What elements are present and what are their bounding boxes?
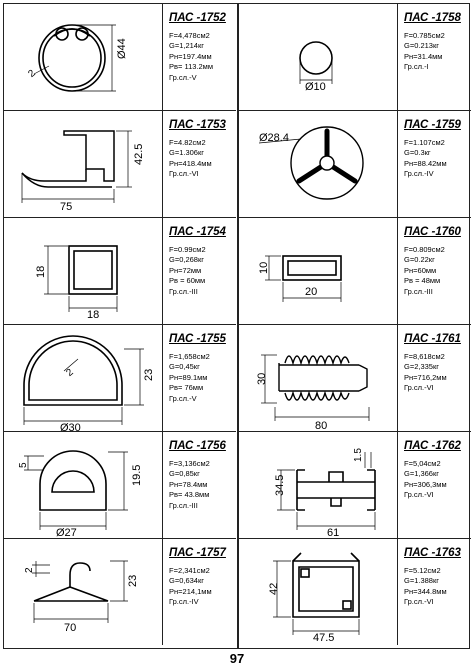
prop-area: F=4,478см2 xyxy=(169,31,210,40)
prop-perimeter-outer: Рн=31.4мм xyxy=(404,51,443,61)
profile-drawing-1755 xyxy=(4,325,159,431)
prop-perimeter-inner: Рв = 60мм xyxy=(169,276,206,286)
prop-area: F=3,136см2 xyxy=(169,459,210,468)
prop-perimeter-outer: Рн=89.1мм xyxy=(169,372,208,382)
profile-card-1753 xyxy=(4,111,236,218)
dim-text: Ø28.4 xyxy=(259,132,289,144)
profile-card-1761 xyxy=(239,325,471,432)
prop-perimeter-outer: Рн=60мм xyxy=(404,265,437,275)
dim-text: Ø27 xyxy=(56,527,77,538)
prop-complexity-group: Гр.сл.-I xyxy=(404,62,429,72)
profile-card-1762 xyxy=(239,432,471,539)
profile-card-1752 xyxy=(4,4,236,111)
profile-code: ПАС -1762 xyxy=(404,440,461,452)
prop-complexity-group: Гр.сл.-VI xyxy=(404,383,434,393)
profile-card-1763 xyxy=(239,539,471,646)
dim-text: 18 xyxy=(35,265,47,278)
profile-code: ПАС -1758 xyxy=(404,12,461,24)
profile-code: ПАС -1752 xyxy=(169,12,226,24)
spec-box xyxy=(397,111,472,217)
dim-text: 80 xyxy=(315,420,328,431)
prop-complexity-group: Гр.сл.-III xyxy=(404,286,433,296)
profile-drawing-1752 xyxy=(4,4,159,110)
profile-drawing-1757 xyxy=(4,539,159,645)
profile-code: ПАС -1755 xyxy=(169,333,226,345)
spec-box xyxy=(162,218,237,324)
prop-area: F=5,04см2 xyxy=(404,459,441,468)
prop-area: F=1,658см2 xyxy=(169,352,210,361)
profile-drawing-1758 xyxy=(239,4,394,110)
dim-text: 47.5 xyxy=(313,632,335,644)
prop-perimeter-outer: Рн=78.4мм xyxy=(169,479,208,489)
profile-code: ПАС -1763 xyxy=(404,547,461,559)
profile-drawing-1759 xyxy=(239,111,394,217)
prop-weight: G=1,366кг xyxy=(404,469,439,479)
prop-perimeter-outer: Рн=716,2мм xyxy=(404,372,447,382)
dim-text: 42.5 xyxy=(133,143,145,165)
profile-drawing-1761 xyxy=(239,325,394,431)
prop-perimeter-inner: Рв = 48мм xyxy=(404,276,441,286)
profile-code: ПАС -1754 xyxy=(169,226,226,238)
spec-box xyxy=(162,4,237,110)
dim-text: 42 xyxy=(268,582,280,595)
dim-text: 5 xyxy=(18,462,29,468)
dim-text: 23 xyxy=(127,574,139,587)
profile-code: ПАС -1753 xyxy=(169,119,226,131)
dim-text: 10 xyxy=(258,261,270,274)
prop-area: F=4.82см2 xyxy=(169,138,206,147)
prop-weight: G=1,214кг xyxy=(169,41,204,51)
dim-text: Ø44 xyxy=(116,38,128,59)
profile-card-1760 xyxy=(239,218,471,325)
prop-perimeter-inner: Рв= 113.2мм xyxy=(169,62,213,72)
prop-complexity-group: Гр.сл.-III xyxy=(169,500,198,510)
dim-text: 20 xyxy=(305,286,318,298)
page-number: 97 xyxy=(229,651,245,666)
dim-text: 61 xyxy=(327,527,340,538)
prop-complexity-group: Гр.сл.-VI xyxy=(404,490,434,500)
dim-text: 34.5 xyxy=(274,474,286,496)
spec-box xyxy=(162,325,237,431)
prop-complexity-group: Гр.сл.-IV xyxy=(169,597,199,607)
prop-complexity-group: Гр.сл.-III xyxy=(169,286,198,296)
prop-complexity-group: Гр.сл.-VI xyxy=(169,169,199,179)
profile-drawing-1756 xyxy=(4,432,159,538)
prop-weight: G=0.213кг xyxy=(404,41,439,51)
prop-weight: G=1.388кг xyxy=(404,576,439,586)
prop-weight: G=0,85кг xyxy=(169,469,200,479)
profile-code: ПАС -1757 xyxy=(169,547,226,559)
prop-perimeter-inner: Рв= 76мм xyxy=(169,383,204,393)
dim-text: Ø10 xyxy=(305,81,326,93)
spec-box xyxy=(397,539,472,645)
prop-perimeter-outer: Рн=418.4мм xyxy=(169,158,212,168)
spec-box xyxy=(397,432,472,538)
prop-weight: G=1.306кг xyxy=(169,148,204,158)
prop-perimeter-outer: Рн=344.8мм xyxy=(404,586,447,596)
profile-drawing-1753 xyxy=(4,111,159,217)
prop-area: F=0.809см2 xyxy=(404,245,445,254)
spec-box xyxy=(162,539,237,645)
prop-perimeter-outer: Рн=88.42мм xyxy=(404,158,447,168)
dim-text: 1.5 xyxy=(353,448,364,462)
profile-card-1758 xyxy=(239,4,471,111)
prop-complexity-group: Гр.сл.-IV xyxy=(404,169,434,179)
prop-area: F=2,341см2 xyxy=(169,566,210,575)
dim-text: 30 xyxy=(256,372,268,385)
prop-area: F=0.785см2 xyxy=(404,31,445,40)
prop-weight: G=0,634кг xyxy=(169,576,204,586)
dim-text: 75 xyxy=(60,201,73,213)
prop-complexity-group: Гр.сл.-VI xyxy=(404,597,434,607)
dim-text: 19.5 xyxy=(131,464,143,486)
dim-text: 2 xyxy=(26,67,38,80)
profile-drawing-1762 xyxy=(239,432,394,538)
profile-drawing-1763 xyxy=(239,539,394,645)
prop-perimeter-outer: Рн=214,1мм xyxy=(169,586,212,596)
prop-area: F=5.12см2 xyxy=(404,566,441,575)
prop-complexity-group: Гр.сл.-V xyxy=(169,72,197,82)
spec-box xyxy=(397,218,472,324)
prop-perimeter-inner: Рв= 43.8мм xyxy=(169,490,210,500)
prop-area: F=1.107см2 xyxy=(404,138,445,147)
prop-area: F=0.99см2 xyxy=(169,245,206,254)
dim-text: 2 xyxy=(64,366,76,379)
prop-weight: G=0.22кг xyxy=(404,255,435,265)
profile-drawing-1760 xyxy=(239,218,394,324)
spec-box xyxy=(162,432,237,538)
prop-weight: G=0,268кг xyxy=(169,255,204,265)
prop-perimeter-outer: Рн=72мм xyxy=(169,265,202,275)
profile-card-1755 xyxy=(4,325,236,432)
prop-weight: G=0.3кг xyxy=(404,148,431,158)
spec-box xyxy=(162,111,237,217)
dim-text: 2 xyxy=(24,567,35,573)
spec-box xyxy=(397,325,472,431)
profile-card-1757 xyxy=(4,539,236,646)
profile-card-1754 xyxy=(4,218,236,325)
dim-text: 23 xyxy=(143,368,155,381)
dim-text: 70 xyxy=(64,622,77,634)
profile-code: ПАС -1760 xyxy=(404,226,461,238)
profile-code: ПАС -1759 xyxy=(404,119,461,131)
profile-card-1759 xyxy=(239,111,471,218)
prop-perimeter-outer: Рн=306,3мм xyxy=(404,479,447,489)
catalog-page xyxy=(3,3,470,649)
profile-card-1756 xyxy=(4,432,236,539)
prop-perimeter-outer: Рн=197.4мм xyxy=(169,51,212,61)
profile-drawing-1754 xyxy=(4,218,159,324)
dim-text: Ø30 xyxy=(60,422,81,431)
profile-code: ПАС -1756 xyxy=(169,440,226,452)
profile-code: ПАС -1761 xyxy=(404,333,461,345)
prop-area: F=8,618см2 xyxy=(404,352,445,361)
prop-weight: G=0,45кг xyxy=(169,362,200,372)
spec-box xyxy=(397,4,472,110)
prop-weight: G=2,335кг xyxy=(404,362,439,372)
prop-complexity-group: Гр.сл.-V xyxy=(169,393,197,403)
dim-text: 18 xyxy=(87,309,100,321)
